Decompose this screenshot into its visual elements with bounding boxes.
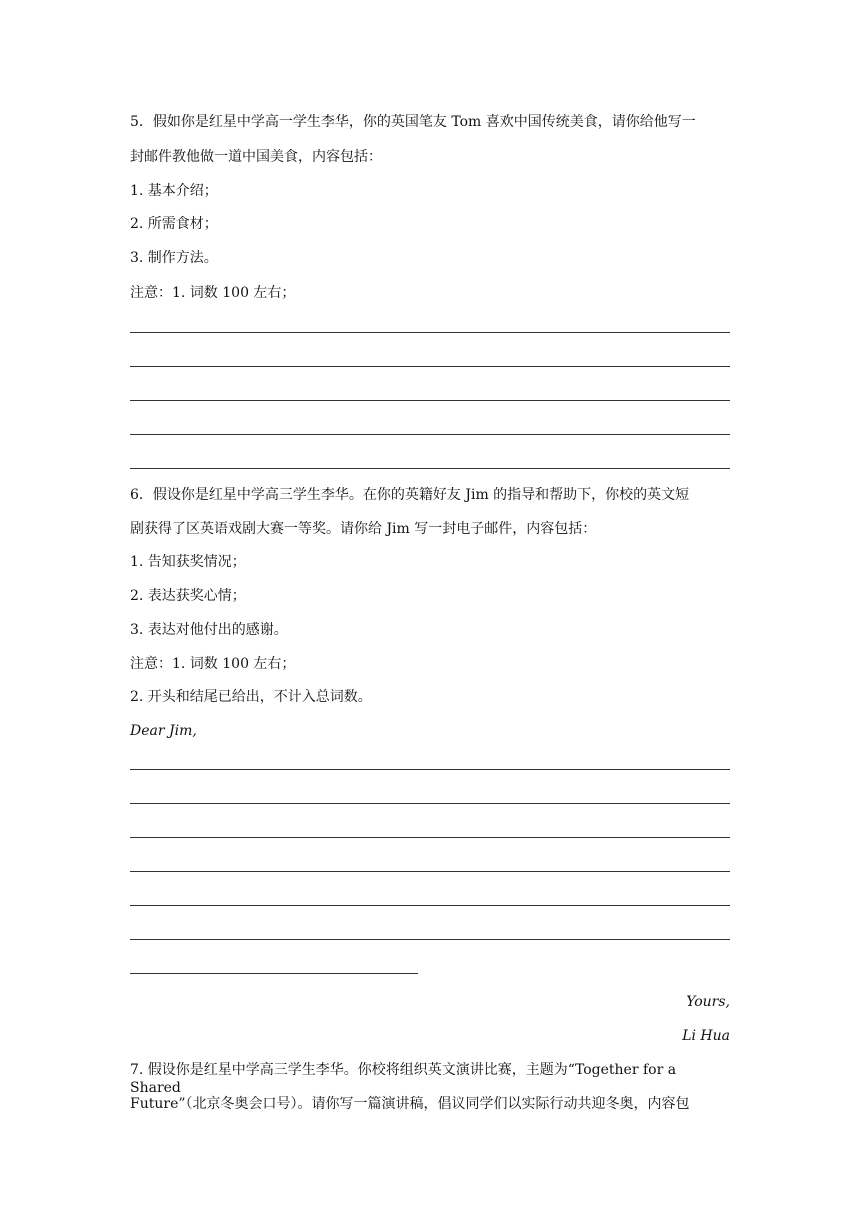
q5-item-1: 1. 基本介绍；	[130, 183, 218, 199]
q6-answer-line-short[interactable]	[130, 973, 418, 974]
q7-prompt-line1: 7. 假设你是红星中学高三学生李华。你校将组织英文演讲比赛，主题为“Together for a Shared	[130, 1062, 677, 1096]
q7-prompt-line2: Future”（北京冬奥会口号）。请你写一篇演讲稿，倡议同学们以实际行动共迎冬奥，内容包	[130, 1096, 690, 1112]
q6-closing: Yours,	[686, 994, 730, 1010]
q6-answer-line[interactable]	[130, 803, 730, 804]
q6-item-1: 1. 告知获奖情况；	[130, 554, 246, 570]
q5-item-2: 2. 所需食材；	[130, 216, 218, 232]
q5-item-3: 3. 制作方法。	[130, 250, 218, 266]
q6-note-1: 注意：1. 词数 100 左右；	[130, 656, 296, 672]
q6-greeting: Dear Jim,	[130, 723, 197, 739]
q6-signature: Li Hua	[682, 1028, 730, 1044]
q6-note-2: 2. 开头和结尾已给出，不计入总词数。	[130, 689, 372, 705]
q5-prompt-line1: 5．假如你是红星中学高一学生李华，你的英国笔友 Tom 喜欢中国传统美食，请你给他写一	[130, 114, 696, 130]
q6-prompt-line1: 6．假设你是红星中学高三学生李华。在你的英籍好友 Jim 的指导和帮助下，你校的英文短	[130, 487, 690, 503]
q6-item-2: 2. 表达获奖心情；	[130, 588, 246, 604]
q6-answer-line[interactable]	[130, 769, 730, 770]
q5-answer-line[interactable]	[130, 468, 730, 469]
q5-answer-line[interactable]	[130, 366, 730, 367]
q5-note: 注意：1. 词数 100 左右；	[130, 285, 296, 301]
q6-answer-line[interactable]	[130, 871, 730, 872]
q5-answer-line[interactable]	[130, 400, 730, 401]
q5-answer-line[interactable]	[130, 434, 730, 435]
q5-prompt-line2: 封邮件教他做一道中国美食，内容包括：	[130, 149, 382, 165]
q6-prompt-line2: 剧获得了区英语戏剧大赛一等奖。请你给 Jim 写一封电子邮件，内容包括：	[130, 521, 597, 537]
q6-item-3: 3. 表达对他付出的感谢。	[130, 622, 288, 638]
q5-answer-line[interactable]	[130, 332, 730, 333]
q6-answer-line[interactable]	[130, 837, 730, 838]
q6-answer-line[interactable]	[130, 905, 730, 906]
q6-answer-line[interactable]	[130, 939, 730, 940]
